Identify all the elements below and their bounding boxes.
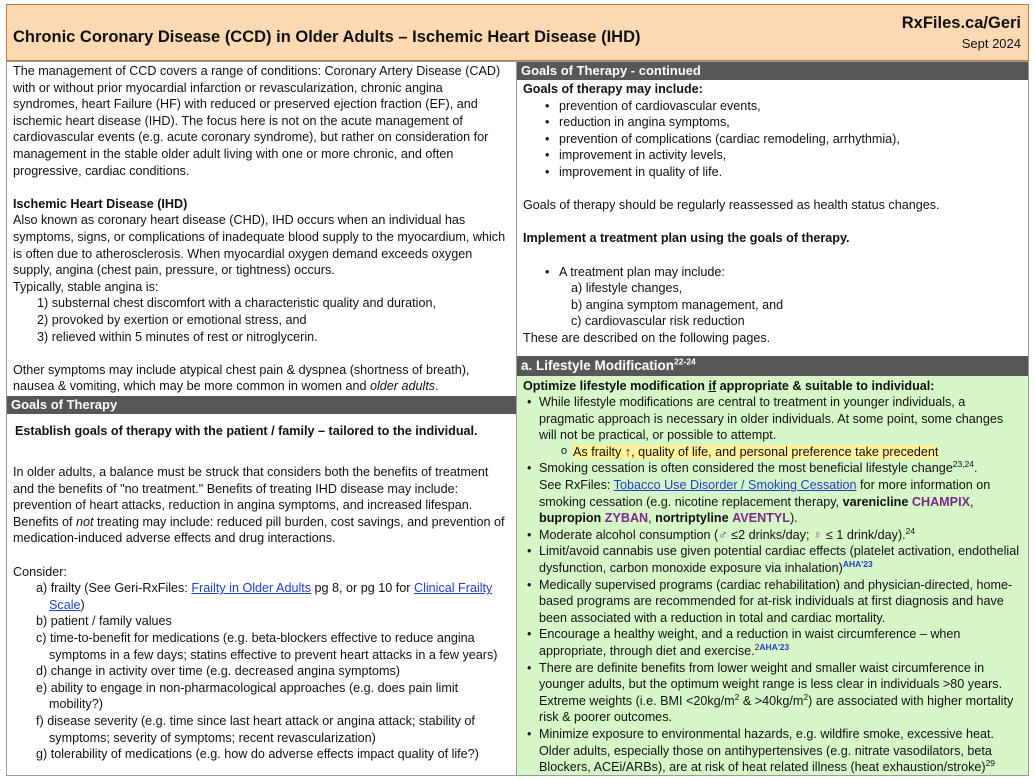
list-item: • A treatment plan may include: xyxy=(523,264,1022,281)
list-item: • Encourage a healthy weight, and a reduction in waist circumference – when appropriate, through diet and exercise.$^{2AHA'23}$ xyxy=(523,626,1020,659)
list-item: • Moderate alcohol consumption (♂ ≤2 drinks/day; ♀ ≤ 1 drink/day).$^{24}$ xyxy=(523,527,1020,544)
angina-item: 3) relieved within 5 minutes of rest or nitroglycerin. xyxy=(37,329,318,344)
consider-item: c) time-to-benefit for medications (e.g. beta-blockers effective to reduce angina symptoms in a few days; statins effective to prevent heart attacks in a few years) xyxy=(36,631,498,662)
lifestyle-list xyxy=(523,394,1020,776)
list-item: • prevention of complications (cardiac remodeling, arrhythmia), xyxy=(523,131,1022,148)
plan-sublist xyxy=(523,280,1022,330)
optimize-heading: Optimize lifestyle modification if appropriate & suitable to individual: xyxy=(523,378,935,393)
angina-item: 1) substernal chest discomfort with a characteristic quality and duration, xyxy=(37,296,436,311)
reassess-text: Goals of therapy should be regularly reassessed as health status changes. xyxy=(523,198,940,213)
male-symbol-icon: ♂ xyxy=(718,527,728,542)
described-text: These are described on the following pages. xyxy=(523,330,771,345)
consider-item: b) patient / family values xyxy=(36,614,172,629)
clinical-frailty-scale-link[interactable]: Clinical Frailty Scale xyxy=(49,581,493,612)
content-columns xyxy=(6,61,1029,776)
smoking-cessation-link[interactable]: Tobacco Use Disorder / Smoking Cessation xyxy=(613,478,857,493)
consider-list xyxy=(13,580,510,763)
consider-item: g) tolerability of medications (e.g. how do adverse effects impact quality of life?) xyxy=(36,747,479,762)
angina-item: 2) provoked by exertion or emotional stress, and xyxy=(37,312,307,327)
intro-paragraph: The management of CCD covers a range of conditions: Coronary Artery Disease (CAD) with or without prior myocardial infarction or revascularization, chronic angina syndromes, heart Failure (HF) with reduced or preserved ejection fraction (EF), and ischemic heart disease (IHD). The focus here is not on the acute management of cardiovascular events (e.g. acute coronary syndrome), but rather on consideration for management in the stable older adult living with one or more chronic, and often progressive, cardiac conditions. xyxy=(13,64,501,178)
lifestyle-section-header: a. Lifestyle Modification$^{22-24}$ xyxy=(517,356,1028,376)
goals-list xyxy=(523,98,1022,181)
consider-item: f) disease severity (e.g. time since last heart attack or angina attack; stability of symptoms; severity of symptoms; recent revascularization) xyxy=(36,713,475,745)
brand-name: RxFiles.ca/Geri xyxy=(901,14,1021,32)
plan-item: c) cardiovascular risk reduction xyxy=(571,314,745,329)
page-header xyxy=(6,4,1029,61)
goals-continued-header: Goals of Therapy - continued xyxy=(517,62,1028,80)
implement-heading: Implement a treatment plan using the goals of therapy. xyxy=(523,231,850,246)
angina-list xyxy=(13,295,510,345)
other-symptoms-paragraph: Other symptoms may include atypical chest pain & dyspnea (shortness of breath), nausea & vomiting, which may be more common in women and older adults. xyxy=(13,362,470,394)
page-title: Chronic Coronary Disease (CCD) in Older Adults – Ischemic Heart Disease (IHD) xyxy=(13,28,641,46)
list-item xyxy=(557,444,1020,461)
list-item: • There are definite benefits from lower weight and smaller waist circumference in younger adults, but the optimum weight range is less clear in individuals >80 years. Extreme weights (i.e. BMI $<20kg/m^2$ & $>40kg/m^2$) are associated with higher mortality risk & poorer outcomes. xyxy=(523,660,1020,726)
list-item: • While lifestyle modifications are central to treatment in younger individuals, a pragmatic approach is necessary in older individuals. At some point, some changes will not be practical, or possible to attempt. o As frailty ↑, quality of life, and personal preference take precedent xyxy=(523,394,1020,460)
left-column xyxy=(6,61,516,776)
frailty-sublist xyxy=(557,444,1020,461)
typical-angina-lead: Typically, stable angina is: xyxy=(13,279,159,294)
list-item: • reduction in angina symptoms, xyxy=(523,114,1022,131)
publication-date: Sept 2024 xyxy=(961,36,1021,51)
consider-item: a) frailty (See Geri-RxFiles: Frailty in Older Adults pg 8, or pg 10 for Clinical Frailty Scale) xyxy=(36,581,493,612)
list-item: • Medically supervised programs (cardiac rehabilitation) and physician-directed, home-based programs are recommended for at-risk individuals at first diagnosis and have been associated with a reduction in total and cardiac mortality. xyxy=(523,577,1020,627)
list-item: • Smoking cessation is often considered the most beneficial lifestyle change$^{23,24}$. See RxFiles: Tobacco Use Disorder / Smoking Cessation for more information on smoking cessation (e.g. nicotine replacement therapy, varenicline CHAMPIX, bupropion ZYBAN, nortriptyline AVENTYL). xyxy=(523,460,1020,526)
frailty-older-adults-link[interactable]: Frailty in Older Adults xyxy=(191,581,312,596)
consider-item: e) ability to engage in non-pharmacological approaches (e.g. does pain limit mobility?) xyxy=(36,680,459,712)
list-item: • prevention of cardiovascular events, xyxy=(523,98,1022,115)
consider-item: d) change in activity over time (e.g. decreased angina symptoms) xyxy=(36,664,400,679)
goals-section-header: Goals of Therapy xyxy=(7,396,516,414)
frailty-highlight: As frailty ↑, quality of life, and personal preference take precedent xyxy=(573,444,939,459)
plan-item: a) lifestyle changes, xyxy=(571,281,683,296)
list-item: • Minimize exposure to environmental hazards, e.g. wildfire smoke, excessive heat. Older adults, especially those on antihypertensives (e.g. nitrate vasodilators, beta Blockers, ACEi/ARBs), are at risk of heat related illness (heat exhaustion/stroke)$^{29}$ xyxy=(523,726,1020,776)
goals-may-include: Goals of therapy may include: xyxy=(523,82,703,96)
consider-lead: Consider: xyxy=(13,564,67,579)
lifestyle-panel xyxy=(517,376,1028,777)
plan-list xyxy=(523,264,1022,281)
right-column xyxy=(516,61,1029,776)
ihd-paragraph: Also known as coronary heart disease (CHD), IHD occurs when an individual has symptoms, signs, or complications of inadequate blood supply to the myocardium, which is often due to atherosclerosis. When myocardial oxygen demand exceeds oxygen supply, angina (chest pain, pressure, or tightness) occurs. xyxy=(13,213,506,278)
list-item: • Limit/avoid cannabis use given potential cardiac effects (platelet activation, endothelial dysfunction, carbon monoxide exposure via inhalation)$^{AHA'23}$ xyxy=(523,543,1020,576)
plan-item: b) angina symptom management, and xyxy=(571,297,784,312)
balance-paragraph: In older adults, a balance must be struck that considers both the benefits of treatment and the benefits of "no treatment." Benefits of treating IHD disease may include: prevention of heart attacks, reduction in angina symptoms, and increased lifespan. Benefits of not treating may include: reduced pill burden, cost savings, and prevention of medication-induced adverse effects and drug interactions. xyxy=(13,465,505,546)
list-item: • improvement in activity levels, xyxy=(523,147,1022,164)
ihd-heading: Ischemic Heart Disease (IHD) xyxy=(13,196,188,211)
goals-intro-bold: Establish goals of therapy with the patient / family – tailored to the individual. xyxy=(15,423,478,438)
female-symbol-icon: ♀ xyxy=(812,527,823,542)
list-item: • improvement in quality of life. xyxy=(523,164,1022,181)
